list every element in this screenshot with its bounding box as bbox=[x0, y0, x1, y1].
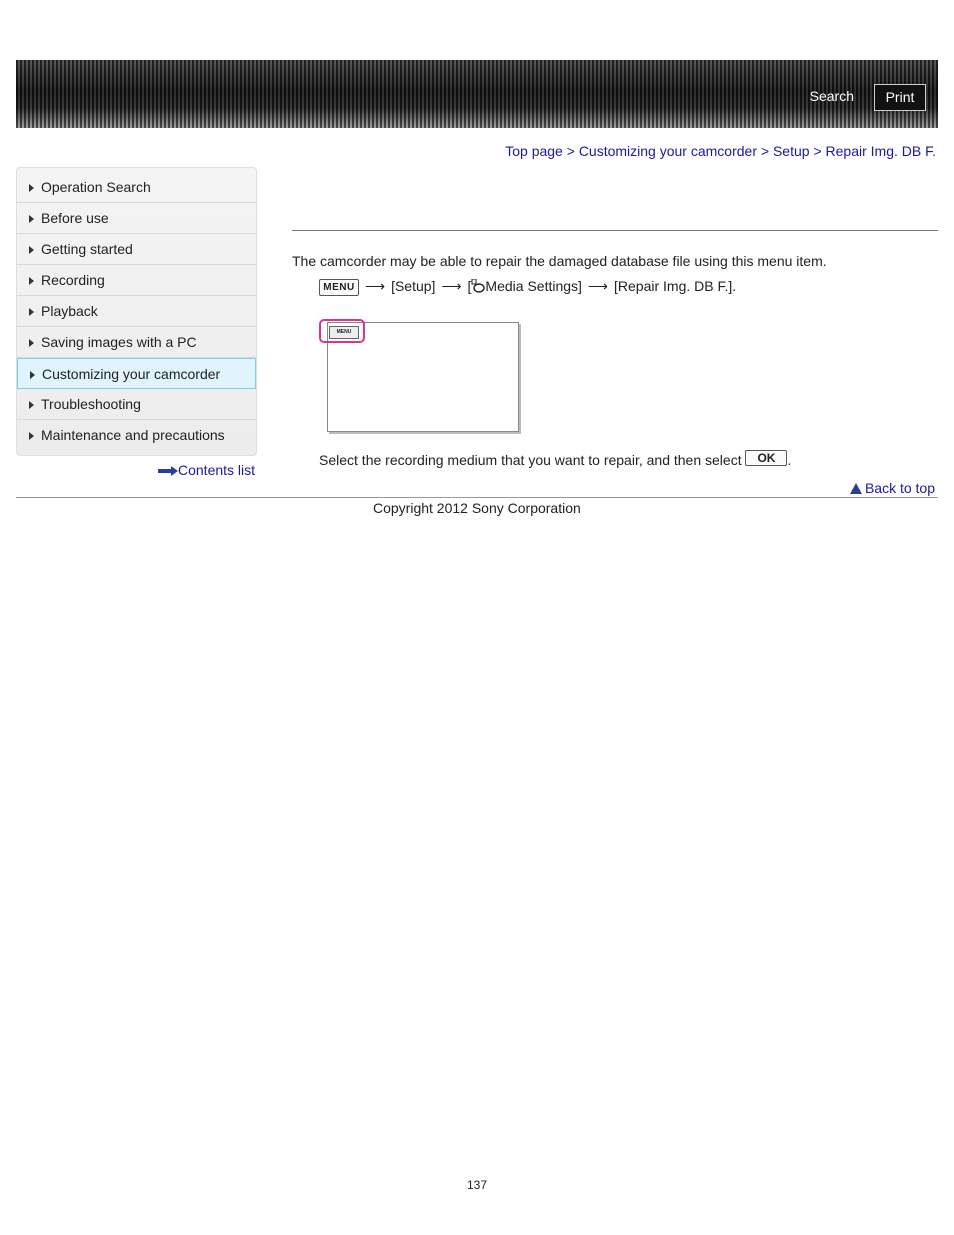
sidebar-item-saving-images[interactable] bbox=[17, 327, 256, 358]
media-settings-label: Media Settings] bbox=[485, 278, 582, 294]
sidebar-item-before-use[interactable] bbox=[17, 203, 256, 234]
breadcrumb-separator: > bbox=[760, 143, 770, 159]
triangle-right-icon bbox=[30, 371, 35, 379]
triangle-right-icon bbox=[29, 246, 34, 254]
title-divider bbox=[292, 230, 938, 231]
arrow-right-icon: ⟶ bbox=[587, 278, 608, 294]
sidebar-item-troubleshooting[interactable] bbox=[17, 389, 256, 420]
breadcrumb-top-page[interactable]: Top page bbox=[505, 143, 563, 159]
header-bar bbox=[16, 60, 938, 128]
breadcrumb-setup[interactable]: Setup bbox=[772, 143, 810, 159]
contents-list-link[interactable] bbox=[158, 462, 255, 478]
triangle-right-icon bbox=[29, 277, 34, 285]
breadcrumb-customizing[interactable]: Customizing your camcorder bbox=[578, 143, 757, 159]
media-bracket: [ bbox=[467, 278, 472, 294]
breadcrumb-current[interactable]: Repair Img. DB F. bbox=[825, 143, 936, 159]
back-to-top-label: Back to top bbox=[864, 480, 935, 496]
step-2-end: . bbox=[787, 452, 792, 468]
step-2-instruction bbox=[319, 450, 791, 468]
triangle-right-icon bbox=[29, 339, 34, 347]
sidebar-item-label: Saving images with a PC bbox=[41, 334, 197, 350]
contents-list-label: Contents list bbox=[178, 462, 256, 478]
sidebar-nav bbox=[16, 167, 257, 456]
sidebar-item-getting-started[interactable] bbox=[17, 234, 256, 265]
triangle-right-icon bbox=[29, 308, 34, 316]
sidebar-item-label: Maintenance and precautions bbox=[41, 427, 225, 443]
media-settings-icon bbox=[471, 279, 485, 293]
ok-key-icon: OK bbox=[745, 450, 787, 466]
sidebar-item-label: Recording bbox=[41, 272, 105, 288]
sidebar-item-label: Operation Search bbox=[41, 179, 151, 195]
triangle-right-icon bbox=[29, 215, 34, 223]
breadcrumb bbox=[505, 143, 936, 159]
repair-label: [Repair Img. DB F.]. bbox=[614, 278, 737, 294]
setup-label: [Setup] bbox=[391, 278, 436, 294]
sidebar-item-customizing[interactable] bbox=[17, 358, 256, 389]
sidebar-item-label: Troubleshooting bbox=[41, 396, 141, 412]
triangle-up-icon bbox=[850, 483, 862, 494]
step-2-text: Select the recording medium that you want to repair, and then select bbox=[319, 452, 742, 468]
intro-text: The camcorder may be able to repair the damaged database file using this menu item. bbox=[292, 253, 827, 269]
arrow-right-icon bbox=[158, 466, 178, 476]
triangle-right-icon bbox=[29, 432, 34, 440]
arrow-right-icon: ⟶ bbox=[365, 278, 386, 294]
arrow-right-icon: ⟶ bbox=[441, 278, 462, 294]
back-to-top-link[interactable] bbox=[850, 480, 935, 496]
sidebar-item-operation-search[interactable] bbox=[17, 172, 256, 203]
triangle-right-icon bbox=[29, 401, 34, 409]
figure-highlight-ring bbox=[319, 319, 365, 343]
figure-menu-button: MENU bbox=[329, 326, 359, 339]
footer-divider bbox=[16, 497, 938, 498]
sidebar-item-playback[interactable] bbox=[17, 296, 256, 327]
breadcrumb-separator: > bbox=[813, 143, 822, 159]
sidebar-item-maintenance[interactable] bbox=[17, 420, 256, 451]
triangle-right-icon bbox=[29, 184, 34, 192]
search-link[interactable]: Search bbox=[809, 88, 854, 104]
page-number: 137 bbox=[466, 1178, 488, 1192]
menu-key-icon: MENU bbox=[319, 279, 359, 296]
sidebar-item-label: Before use bbox=[41, 210, 109, 226]
sidebar-item-label: Playback bbox=[41, 303, 98, 319]
sidebar-item-label: Customizing your camcorder bbox=[42, 366, 221, 382]
print-button[interactable]: Print bbox=[874, 84, 926, 111]
sidebar-item-recording[interactable] bbox=[17, 265, 256, 296]
copyright-text: Copyright 2012 Sony Corporation bbox=[373, 500, 581, 516]
sidebar-item-label: Getting started bbox=[41, 241, 133, 257]
breadcrumb-separator: > bbox=[566, 143, 575, 159]
step-1-instruction bbox=[319, 278, 736, 296]
